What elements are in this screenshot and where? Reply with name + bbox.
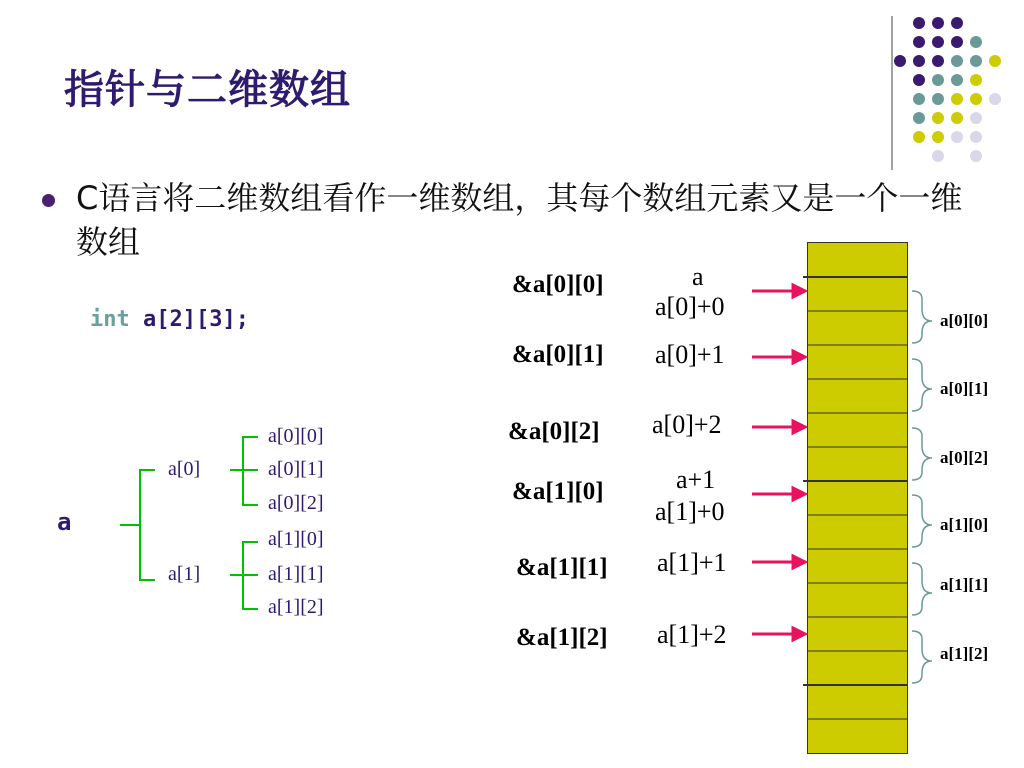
- address-label: &a[0][1]: [512, 341, 604, 368]
- tree-element: a[1][2]: [268, 596, 324, 618]
- pointer-expr: a[0]+2: [652, 410, 722, 439]
- memory-braces: [912, 291, 932, 683]
- tree-element: a[1][0]: [268, 528, 324, 550]
- address-label: &a[1][2]: [516, 624, 608, 651]
- pointer-expr: a[1]+2: [657, 620, 727, 649]
- tree-element: a[0][0]: [268, 425, 324, 447]
- pointer-expr-a1: a+1: [676, 465, 716, 494]
- pointer-expr-a: a: [692, 262, 704, 291]
- address-label: &a[0][0]: [512, 271, 604, 298]
- tree-element: a[1][1]: [268, 563, 324, 585]
- tree-element: a[0][1]: [268, 458, 324, 480]
- code-rest: a[2][3];: [129, 307, 249, 332]
- slide-title: 指针与二维数组: [64, 67, 351, 113]
- pointer-expr: a[1]+0: [655, 497, 725, 526]
- pointer-expr: a[1]+1: [657, 548, 727, 577]
- tree-root: a: [57, 508, 72, 536]
- pointer-expr: a[0]+1: [655, 340, 725, 369]
- memory-label: a[1][2]: [940, 644, 989, 663]
- memory-label: a[1][0]: [940, 515, 989, 534]
- code-keyword: int: [90, 307, 130, 332]
- pointer-arrows: [752, 285, 805, 640]
- bullet-text: C语言将二维数组看作一维数组，其每个数组元素又是一个一维数组: [76, 179, 963, 261]
- address-label: &a[0][2]: [508, 418, 600, 445]
- memory-label: a[0][0]: [940, 311, 989, 330]
- memory-label: a[0][1]: [940, 379, 989, 398]
- address-label: &a[1][1]: [516, 554, 608, 581]
- memory-label: a[0][2]: [940, 448, 989, 467]
- pointer-expr: a[0]+0: [655, 292, 725, 321]
- tree-row-0: a[0]: [168, 458, 201, 480]
- tree-element: a[0][2]: [268, 492, 324, 514]
- memory-label: a[1][1]: [940, 575, 989, 594]
- tree-row-1: a[1]: [168, 563, 201, 585]
- address-label: &a[1][0]: [512, 478, 604, 505]
